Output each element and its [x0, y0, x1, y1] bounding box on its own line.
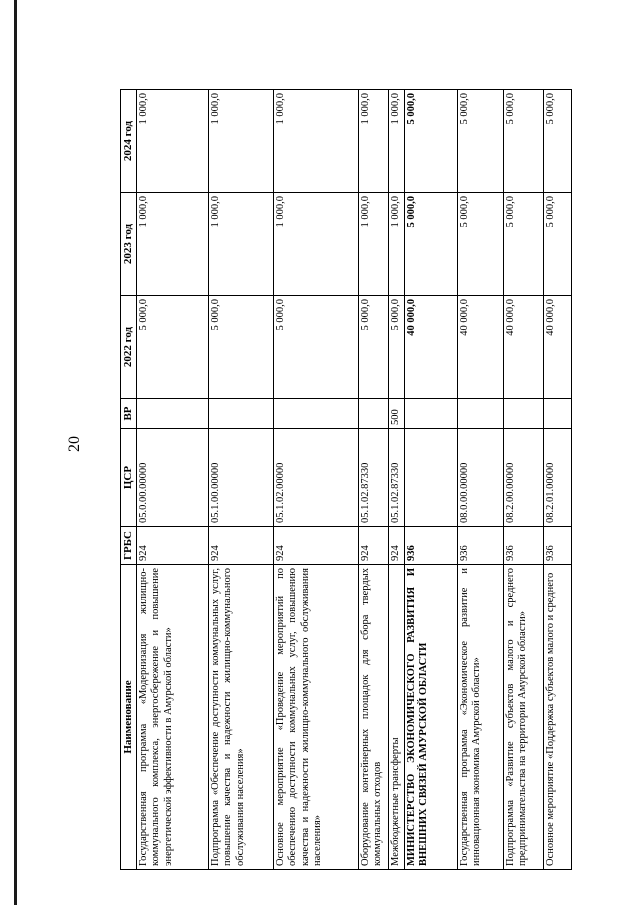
table-row [208, 90, 273, 870]
row-2023-cell: 1 000,0 [358, 193, 388, 296]
row-2022-cell: 40 000,0 [503, 296, 543, 399]
row-csr-cell: 05.1.00.00000 [208, 429, 273, 527]
row-2023-cell: 1 000,0 [136, 193, 208, 296]
row-name-cell: Основное мероприятие «Проведение мероприятий по обеспечению доступности коммунальных услуг, повышению качества и надежности жилищно-коммунального обслуживания населения» [273, 565, 358, 870]
row-vr-cell [543, 399, 571, 429]
row-name-cell: Оборудование контейнерных площадок для сбора твердых коммунальных отходов [358, 565, 388, 870]
row-name-cell: Основное мероприятие «Поддержка субъектов малого и среднего [543, 565, 571, 870]
row-2024-cell: 1 000,0 [388, 90, 404, 193]
row-name-cell: МИНИСТЕРСТВО ЭКОНОМИЧЕСКОГО РАЗВИТИЯ И ВНЕШНИХ СВЯЗЕЙ АМУРСКОЙ ОБЛАСТИ [404, 565, 457, 870]
row-name-cell: Подпрограмма «Развитие субъектов малого и среднего предпринимательства на территории Амурской области» [503, 565, 543, 870]
budget-table [120, 89, 572, 870]
row-vr-cell [404, 399, 457, 429]
row-name-cell: Подпрограмма «Обеспечение доступности коммунальных услуг, повышение качества и надежности жилищно-коммунального обслуживания населения» [208, 565, 273, 870]
table-row [457, 90, 503, 870]
row-2022-cell: 5 000,0 [358, 296, 388, 399]
row-grbs-cell: 924 [358, 527, 388, 565]
header-2023: 2023 год [121, 193, 137, 296]
row-csr-cell: 08.2.00.00000 [503, 429, 543, 527]
row-csr-cell: 05.0.00.00000 [136, 429, 208, 527]
row-2024-cell: 5 000,0 [543, 90, 571, 193]
header-vr: ВР [121, 399, 137, 429]
rotated-table-container [120, 90, 580, 870]
table-row [503, 90, 543, 870]
row-grbs-cell: 936 [404, 527, 457, 565]
table-row [404, 90, 457, 870]
row-2022-cell: 40 000,0 [457, 296, 503, 399]
table-row [273, 90, 358, 870]
row-2022-cell: 5 000,0 [388, 296, 404, 399]
row-2023-cell: 1 000,0 [273, 193, 358, 296]
table-row [388, 90, 404, 870]
row-2024-cell: 1 000,0 [208, 90, 273, 193]
table-body [136, 90, 571, 870]
scan-edge-line [14, 0, 17, 905]
row-grbs-cell: 936 [503, 527, 543, 565]
row-name-cell: Государственная программа «Экономическое развитие и инновационная экономика Амурской области» [457, 565, 503, 870]
row-2024-cell: 1 000,0 [273, 90, 358, 193]
row-2023-cell: 5 000,0 [543, 193, 571, 296]
row-2022-cell: 5 000,0 [273, 296, 358, 399]
row-name-cell: Межбюджетные трансферты [388, 565, 404, 870]
table-header-row [121, 90, 137, 870]
row-2023-cell: 1 000,0 [208, 193, 273, 296]
row-2022-cell: 40 000,0 [404, 296, 457, 399]
row-vr-cell [358, 399, 388, 429]
row-2024-cell: 5 000,0 [457, 90, 503, 193]
row-grbs-cell: 924 [388, 527, 404, 565]
row-grbs-cell: 924 [208, 527, 273, 565]
table-row [543, 90, 571, 870]
row-vr-cell [503, 399, 543, 429]
header-csr: ЦСР [121, 429, 137, 527]
row-grbs-cell: 936 [457, 527, 503, 565]
header-name: Наименование [121, 565, 137, 870]
row-grbs-cell: 924 [136, 527, 208, 565]
row-2024-cell: 1 000,0 [136, 90, 208, 193]
row-2022-cell: 40 000,0 [543, 296, 571, 399]
header-2022: 2022 год [121, 296, 137, 399]
table-row [358, 90, 388, 870]
row-2024-cell: 1 000,0 [358, 90, 388, 193]
row-vr-cell [273, 399, 358, 429]
row-2023-cell: 1 000,0 [388, 193, 404, 296]
row-2022-cell: 5 000,0 [136, 296, 208, 399]
header-grbs: ГРБС [121, 527, 137, 565]
row-2023-cell: 5 000,0 [503, 193, 543, 296]
row-2023-cell: 5 000,0 [457, 193, 503, 296]
row-vr-cell [136, 399, 208, 429]
table-row [136, 90, 208, 870]
row-vr-cell: 500 [388, 399, 404, 429]
row-csr-cell: 08.2.01.00000 [543, 429, 571, 527]
row-grbs-cell: 936 [543, 527, 571, 565]
row-2024-cell: 5 000,0 [404, 90, 457, 193]
row-grbs-cell: 924 [273, 527, 358, 565]
row-2023-cell: 5 000,0 [404, 193, 457, 296]
row-2024-cell: 5 000,0 [503, 90, 543, 193]
row-vr-cell [208, 399, 273, 429]
row-vr-cell [457, 399, 503, 429]
row-csr-cell: 05.1.02.87330 [358, 429, 388, 527]
row-csr-cell: 08.0.00.00000 [457, 429, 503, 527]
page-number: 20 [66, 436, 83, 452]
row-name-cell: Государственная программа «Модернизация жилищно-коммунального комплекса, энергосбережение и повышение энергетической эффективности в Амурской области» [136, 565, 208, 870]
row-csr-cell: 05.1.02.87330 [388, 429, 404, 527]
row-csr-cell: 05.1.02.00000 [273, 429, 358, 527]
row-csr-cell [404, 429, 457, 527]
header-2024: 2024 год [121, 90, 137, 193]
row-2022-cell: 5 000,0 [208, 296, 273, 399]
